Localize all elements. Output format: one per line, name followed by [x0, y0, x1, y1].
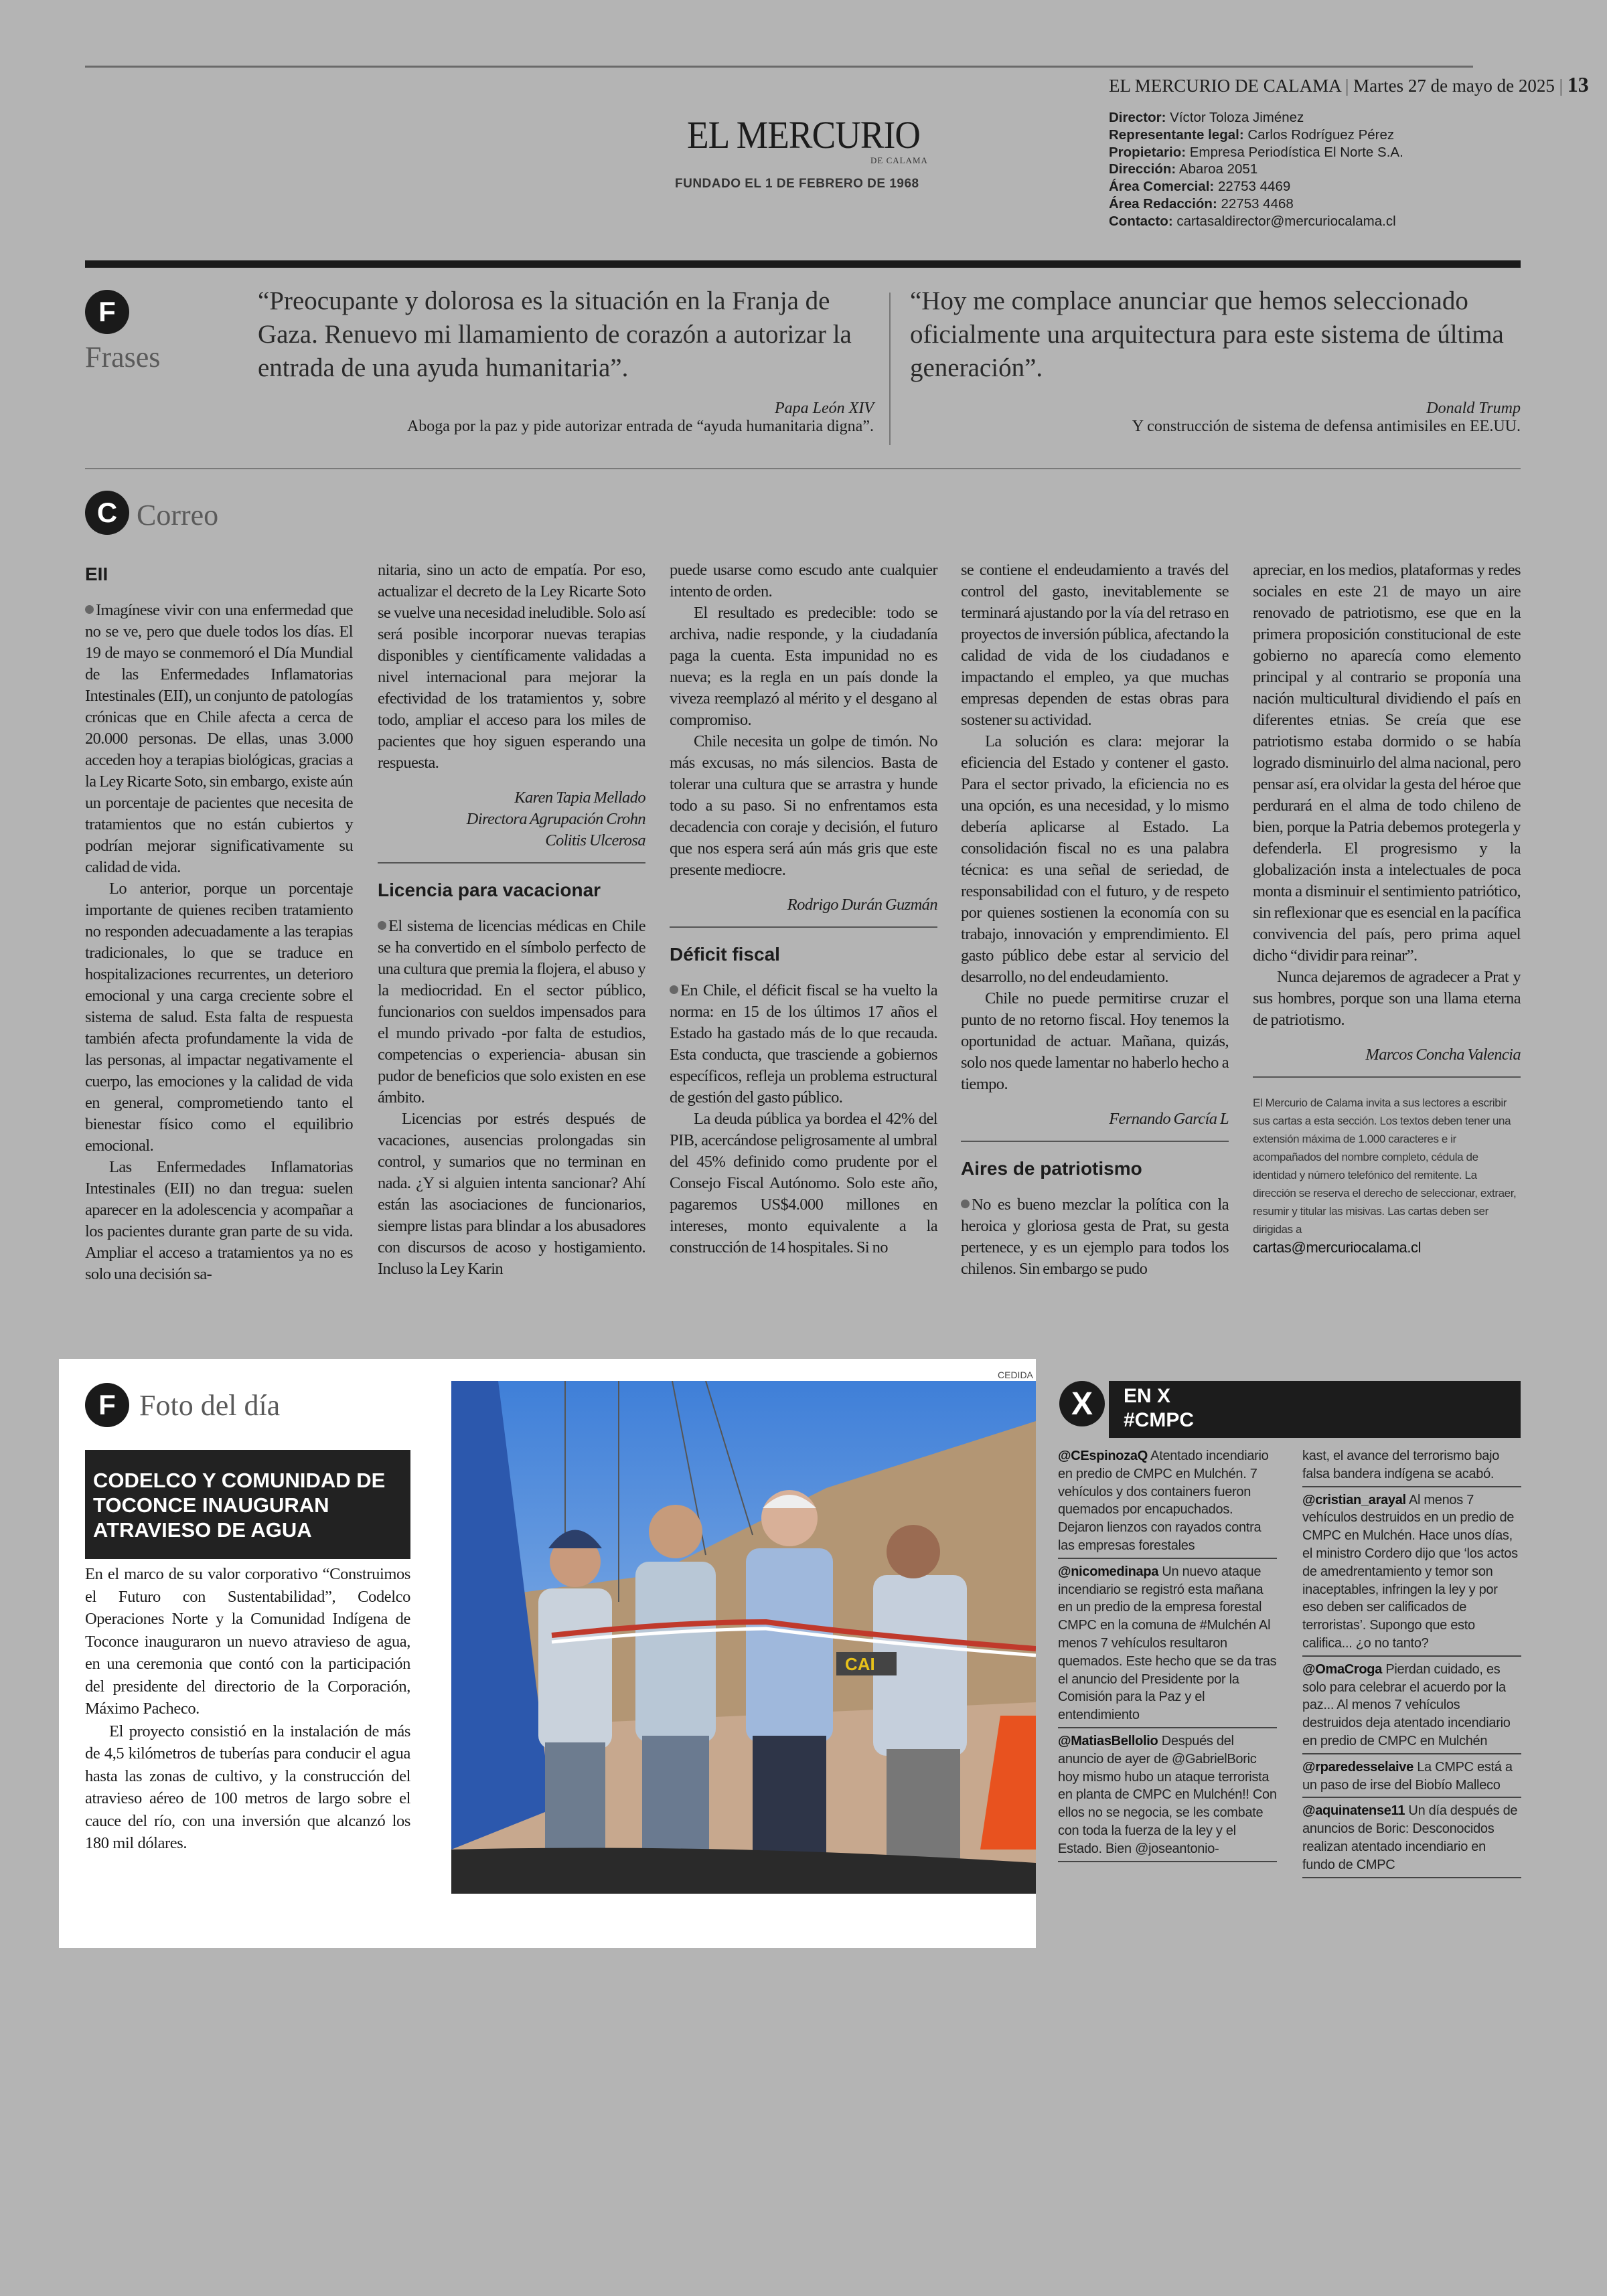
- letter-text: El sistema de licencias médicas en Chile se ha convertido en el símbolo perfecto de una cultura que premia la flojera, el abuso y la mediocridad. En el sector público, funcionarios con sueldos impensados para el mundo privado -por falta de estudios, competencias o experiencia- abusan sin pudor de beneficios que solo existen en ese ámbito.: [378, 917, 645, 1106]
- staff-value: 22753 4469: [1217, 179, 1291, 195]
- top-rule: [85, 66, 1473, 68]
- letter-text: se contiene el endeudamiento a través del control del gasto, inevitablemente se terminará ajustando por la vía del retraso en proyectos de inversión pública, afectando la calidad de vida de los ciudadanos e impactando el empleo, ya que muchas empresas dependen de estas obras para sostener su actividad.: [961, 561, 1229, 729]
- notice-email[interactable]: cartas@mercuriocalama.cl: [1253, 1239, 1422, 1256]
- foto-badge-icon: F: [85, 1383, 129, 1427]
- letter-paragraph: [378, 1109, 645, 1280]
- letter-title: Déficit fiscal: [670, 944, 780, 965]
- staff-label: Director:: [1109, 110, 1166, 125]
- edition-paper: EL MERCURIO DE CALAMA: [1109, 76, 1341, 96]
- foto-paragraph: En el marco de su valor corporativo “Construimos el Futuro con Sustentabilidad”, Codelco Operaciones Norte y la Comunidad Indígena de Toconce inauguraron un nuevo atravieso de agua, en una ceremonia que contó con la participación del presidente del directorio de la Corporación, Máximo Pacheco.: [85, 1565, 410, 1718]
- tweet: [1302, 1757, 1521, 1799]
- masthead-founded: FUNDADO EL 1 DE FEBRERO DE 1968: [675, 177, 919, 191]
- tweet-text: Un nuevo ataque incendiario se registró esta mañana en un predio de la empresa forestal CMPC en la comuna de #Mulchén Al menos 7 vehículos resultaron quemados. Este hecho que se da tras el anuncio del Presidente por la Comisión para la Paz y el entendimiento: [1058, 1564, 1277, 1723]
- letter-text: Chile no puede permitirse cruzar el punto de no retorno fiscal. Hoy tenemos la oportunidad de actuar. Mañana, quizás, solo nos quede lamentar no haberlo hecho a tiempo.: [961, 989, 1229, 1093]
- tweet-handle[interactable]: @OmaCroga: [1302, 1661, 1383, 1677]
- signature-line: Fernando García L: [1109, 1110, 1229, 1128]
- letter-text: El resultado es predecible: todo se archiva, nadie responde, y la ciudadanía paga la cuenta. Esta impunidad no es nueva; es la regla en un país donde la viveza reemplazó al mérito y el desgano al compromiso.: [670, 604, 937, 729]
- section-rule: [85, 260, 1521, 268]
- staff-label: Representante legal:: [1109, 127, 1244, 143]
- letter-paragraph: [1253, 967, 1521, 1031]
- x-feed-header: [1109, 1381, 1521, 1438]
- tweet: [1302, 1446, 1521, 1487]
- letter-title: Aires de patriotismo: [961, 1158, 1142, 1179]
- tweet-text: Después del anuncio de ayer de @GabrielBoric hoy mismo hubo un ataque terrorista en planta de CMPC en Mulchén!! Con ellos no se negocia, se les combate con toda la fuerza de la ley y el Estado. Bien @joseantonio-: [1058, 1733, 1277, 1856]
- letter-text: Imagínese vivir con una enfermedad que no se ve, pero que duele todos los días. El 19 de mayo se conmemoró el Día Mundial de las Enfermedades Inflamatorias Intestinales (EII), un conjunto de patologías crónicas que en Chile afecta a cerca de 20.000 personas. De ellas, unas 3.000 acceden hoy a terapias biológicas, gracias a la Ley Ricarte Soto, sin embargo, existe aún un porcentaje de pacientes que necesita de tratamientos que no están cubiertos y podrían mejorar significativamente su calidad de vida.: [85, 601, 353, 876]
- x-badge-icon: X: [1059, 1381, 1105, 1426]
- letter-text: Las Enfermedades Inflamatorias Intestinales (EII) no dan tregua: suelen aparecer en la adolescencia y acompañar a los pacientes durante gran parte de su vida. Ampliar el acceso a tratamientos ya no es solo una decisión sa-: [85, 1158, 353, 1283]
- tweet: [1058, 1446, 1277, 1559]
- tweet-handle[interactable]: @MatiasBellolio: [1058, 1733, 1158, 1748]
- staff-label: Contacto:: [1109, 213, 1173, 229]
- letter-paragraph: [961, 1194, 1229, 1280]
- tweet: [1302, 1659, 1521, 1754]
- correo-title: Correo: [137, 499, 219, 531]
- quote-text: “Hoy me complace anunciar que hemos seleccionado oficialmente una arquitectura para este sistema de última generación”.: [910, 286, 1504, 382]
- correo-badge-icon: C: [85, 491, 129, 535]
- foto-paragraph: El proyecto consistió en la instalación de más de 4,5 kilómetros de tuberías para conducir el agua hasta las zonas de cultivo, y la construcción del atravieso aéreo de 100 metros de largo sobre el cauce del río, con una inversión que alcanzó los 180 mil dólares.: [85, 1722, 410, 1852]
- tweet-handle[interactable]: @CEspinozaQ: [1058, 1449, 1148, 1463]
- correo-column-2: [378, 560, 645, 1280]
- staff-line: [1109, 161, 1403, 178]
- foto-headline: CODELCO Y COMUNIDAD DE TOCONCE INAUGURAN ATRAVIESO DE AGUA: [85, 1450, 410, 1559]
- quote-context: Aboga por la paz y pide autorizar entrada de “ayuda humanitaria digna”.: [406, 418, 874, 435]
- warning-sign-group: [836, 1652, 897, 1675]
- tweet: [1302, 1490, 1521, 1657]
- tweet-text: Un día después de anuncios de Boric: Desconocidos realizan atentado incendiario en fundo de CMPC: [1302, 1803, 1518, 1872]
- masthead-logo-sub: DE CALAMA: [870, 155, 928, 165]
- ceremony-photo: [451, 1381, 1036, 1894]
- sign-text: CAI: [845, 1654, 875, 1674]
- letter-text: Lo anterior, porque un porcentaje importante de quienes reciben tratamiento no responden adecuadamente a las terapias tradicionales, lo que se traduce en hospitalizaciones recurrentes, un deterioro emocional y una carga creciente sobre el sistema de salud. Esta falta de respuesta también afecta profundamente la vida de las personas, al impactar negativamente el cuerpo, las emociones y la calidad de vida en general, comprometiendo tanto el bienestar físico como el equilibrio emocional.: [85, 880, 353, 1155]
- tweet: [1058, 1731, 1277, 1862]
- staff-value: Víctor Toloza Jiménez: [1170, 110, 1304, 125]
- staff-label: Dirección:: [1109, 161, 1176, 177]
- staff-line: [1109, 109, 1403, 127]
- tweet-handle[interactable]: @rparedesselaive: [1302, 1759, 1413, 1775]
- staff-label: Área Comercial:: [1109, 179, 1215, 195]
- letter-divider: [1253, 1076, 1521, 1078]
- photo-credit: CEDIDA: [998, 1370, 1033, 1380]
- signature-line: Karen Tapia Mellado: [514, 789, 645, 807]
- letter-paragraph: [378, 916, 645, 1109]
- bullet-icon: [378, 921, 386, 930]
- letter-paragraph: [961, 731, 1229, 988]
- letters-notice: [1253, 1094, 1521, 1256]
- correo-column-5: [1253, 560, 1521, 1256]
- letter-text: La deuda pública ya bordea el 42% del PIB, acercándose peligrosamente al umbral del 45% definido como prudente por el Consejo Fiscal Autónomo. Solo este año, pagaremos US$4.000 millones en intereses, monto equivalente a la construcción de 14 hospitales. Si no: [670, 1110, 937, 1256]
- staff-value: Abaroa 2051: [1178, 161, 1258, 177]
- correo-column-1: [85, 560, 353, 1285]
- tweet-handle[interactable]: @cristian_arayal: [1302, 1492, 1406, 1507]
- letter-paragraph: [85, 600, 353, 878]
- staff-box: [1109, 109, 1403, 230]
- letter-title: EII: [85, 564, 108, 584]
- letter-divider: [670, 926, 937, 928]
- letter-paragraph: [961, 988, 1229, 1095]
- x-feed-column-2: [1302, 1446, 1521, 1881]
- tweet: [1302, 1801, 1521, 1878]
- edition-line: EL MERCURIO DE CALAMA | Martes 27 de mayo de 2025 | 13: [1109, 72, 1589, 96]
- quote-divider: [889, 293, 891, 445]
- staff-value: Empresa Periodística El Norte S.A.: [1189, 144, 1403, 160]
- foto-body: [85, 1563, 410, 1855]
- letter-paragraph: [670, 560, 937, 602]
- staff-line: [1109, 144, 1403, 161]
- letter-text: apreciar, en los medios, plataformas y redes sociales en este 21 de mayo un aire renovado de patriotismo, ese que en la primera proposición constitucional de este gobierno no aparecía como elemento principal y al contrario se proponía una nación multicultural dividiendo el país en diferentes etnias. Se creía que ese patriotismo estaba dormido o se había logrado disminuirlo del alma nacional, pero pensar así, era olvidar la gesta del héroe que perdurará en el alma de todo chileno de bien, porque la Patria debemos protegerla y defenderla. El progresismo y la globalización insta a intelectuales de poca monta a disminuir el sentimiento patriótico, sin reflexionar que es esencial en la pacífica convivencia del país, pero prima aquel dicho “dividir para reinar”.: [1253, 561, 1521, 965]
- staff-label: Área Redacción:: [1109, 195, 1217, 212]
- letter-divider: [961, 1141, 1229, 1142]
- quote-2: [910, 284, 1521, 436]
- bullet-icon: [670, 985, 678, 994]
- letter-paragraph: [961, 560, 1229, 731]
- x-feed-title-2: #CMPC: [1124, 1409, 1195, 1431]
- tweet: [1058, 1562, 1277, 1728]
- foto-title: Foto del día: [139, 1389, 281, 1422]
- frases-bottom-rule: [85, 468, 1521, 469]
- x-feed-title-1: EN X: [1124, 1385, 1171, 1407]
- letter-paragraph: [670, 980, 937, 1109]
- letter-text: Nunca dejaremos de agradecer a Prat y sus hombres, porque son una llama eterna de patriotismo.: [1253, 968, 1521, 1029]
- frases-badge-icon: F: [85, 290, 129, 334]
- staff-value: 22753 4468: [1221, 195, 1294, 212]
- tweet-text: Atentado incendiario en predio de CMPC en Mulchén. 7 vehículos y dos containers fueron quemados por encapuchados. Dejaron lienzos con rayados contra las empresas forestales: [1058, 1449, 1269, 1553]
- edition-date: Martes 27 de mayo de 2025: [1353, 76, 1555, 96]
- frases-title: Frases: [85, 341, 161, 374]
- staff-line: [1109, 213, 1403, 230]
- correo-column-3: [670, 560, 937, 1258]
- letter-text: nitaria, sino un acto de empatía. Por eso, actualizar el decreto de la Ley Ricarte Soto se vuelve una necesidad ineludible. Solo así será posible incorporar nuevas terapias disponibles y científicamente validadas a nivel internacional para mejorar la efectividad de los tratamientos y, sobre todo, ampliar el acceso para los miles de pacientes que hoy siguen esperando una respuesta.: [378, 561, 645, 772]
- signature-line: Directora Agrupación Crohn: [466, 810, 645, 828]
- letter-signature: [1253, 1044, 1521, 1066]
- staff-label: Propietario:: [1109, 144, 1187, 160]
- correo-column-4: [961, 560, 1229, 1280]
- quote-context: Y construcción de sistema de defensa antimisiles en EE.UU.: [1132, 418, 1521, 435]
- letter-paragraph: [378, 560, 645, 774]
- masthead-logo: EL MERCURIO: [686, 113, 921, 157]
- letter-text: No es bueno mezclar la política con la heroica y gloriosa gesta de Prat, su gesta pertenece, y es un ejemplo para todos los chilenos. Sin embargo se pudo: [961, 1196, 1229, 1278]
- letter-signature: [378, 787, 645, 851]
- tweet-text: La CMPC está a un paso de irse del Biobío Malleco: [1302, 1759, 1513, 1793]
- tweet-handle[interactable]: @aquinatense11: [1302, 1803, 1405, 1819]
- letter-paragraph: [670, 1109, 937, 1258]
- letter-text: La solución es clara: mejorar la eficiencia del Estado y contener el gasto. Para el sector privado, la eficiencia no es una opción, es una necesidad, y lo mismo debería aplicarse al Estado. La consolidación fiscal no es una palabra técnica: es una señal de seriedad, de responsabilidad con el futuro, y de respeto por quienes sostienen la economía con su trabajo, innovación y emprendimiento. El gasto público debe estar al servicio del desarrollo, no del endeudamiento.: [961, 732, 1229, 986]
- letter-paragraph: [85, 1157, 353, 1285]
- staff-line: [1109, 178, 1403, 195]
- letter-text: Chile necesita un golpe de timón. No más excusas, no más silencios. Basta de tolerar una cultura que se arrastra y hunde todo a su paso. Si no enfrentamos esta decadencia con coraje y decisión, el futuro que nos espera será aún más gris que este presente mediocre.: [670, 732, 937, 879]
- letter-divider: [378, 862, 645, 864]
- bullet-icon: [85, 605, 94, 614]
- page-number: 13: [1567, 72, 1589, 96]
- letter-paragraph: [1253, 560, 1521, 967]
- quote-1: [258, 284, 874, 436]
- notice-text: El Mercurio de Calama invita a sus lectores a escribir sus cartas a esta sección. Los textos deben tener una extensión máxima de 1.000 caracteres e ir acompañados del nombre completo, cédula de identidad y número telefónico del remitente. La dirección se reserva el derecho de seleccionar, extraer, resumir y titular las misivas. Las cartas deben ser dirigidas a: [1253, 1096, 1517, 1236]
- tweet-text: kast, el avance del terrorismo bajo falsa bandera indígena se acabó.: [1302, 1449, 1500, 1481]
- quote-author: Papa León XIV: [775, 400, 874, 417]
- bullet-icon: [961, 1200, 970, 1208]
- signature-line: Marcos Concha Valencia: [1365, 1046, 1521, 1064]
- letter-text: Licencias por estrés después de vacaciones, ausencias prolongadas sin control, y sumarios que no terminan en nada. ¿Y si alguien intenta sancionar? Ahí están las asociaciones de funcionarios, siempre listas para blindar a los abusadores con discursos de acoso y hostigamiento. Incluso la Ley Karin: [378, 1110, 645, 1278]
- staff-line: [1109, 127, 1403, 144]
- tweet-text: Pierdan cuidado, es solo para celebrar el acuerdo por la paz... Al menos 7 vehículos destruidos deja atentado incendiario en predio de CMPC en Mulchén: [1302, 1661, 1511, 1748]
- staff-line: [1109, 195, 1403, 213]
- quote-text: “Preocupante y dolorosa es la situación en la Franja de Gaza. Renuevo mi llamamiento de corazón a autorizar la entrada de una ayuda humanitaria”.: [258, 286, 852, 382]
- letter-signature: [961, 1109, 1229, 1130]
- tweet-text: Al menos 7 vehículos destruidos en un predio de CMPC en Mulchén. Hace unos días, el ministro Cordero dijo que ‘los actos de amedrentamiento y temor son inaceptables, infringen la ley y por eso deben ser calificados de terroristas’. Supongo que esto califica... ¿o no tanto?: [1302, 1492, 1518, 1651]
- letter-paragraph: [670, 731, 937, 881]
- letter-title: Licencia para vacacionar: [378, 880, 601, 900]
- x-feed-column-1: [1058, 1446, 1277, 1865]
- letter-text: En Chile, el déficit fiscal se ha vuelto la norma: en 15 de los últimos 17 años el Estado ha gastado más de lo que recauda. Esta conducta, que trasciende a gobiernos específicos, refleja un problema estructural de gestión del gasto público.: [670, 981, 937, 1106]
- letter-text: puede usarse como escudo ante cualquier intento de orden.: [670, 561, 937, 600]
- signature-line: Colitis Ulcerosa: [545, 831, 645, 849]
- tweet-handle[interactable]: @nicomedinapa: [1058, 1564, 1159, 1579]
- letter-paragraph: [670, 602, 937, 731]
- quote-author: Donald Trump: [1426, 400, 1521, 417]
- staff-value: cartasaldirector@mercuriocalama.cl: [1176, 213, 1396, 229]
- staff-value: Carlos Rodríguez Pérez: [1247, 127, 1395, 143]
- letter-paragraph: [85, 878, 353, 1157]
- signature-line: Rodrigo Durán Guzmán: [787, 896, 937, 914]
- letter-signature: [670, 894, 937, 916]
